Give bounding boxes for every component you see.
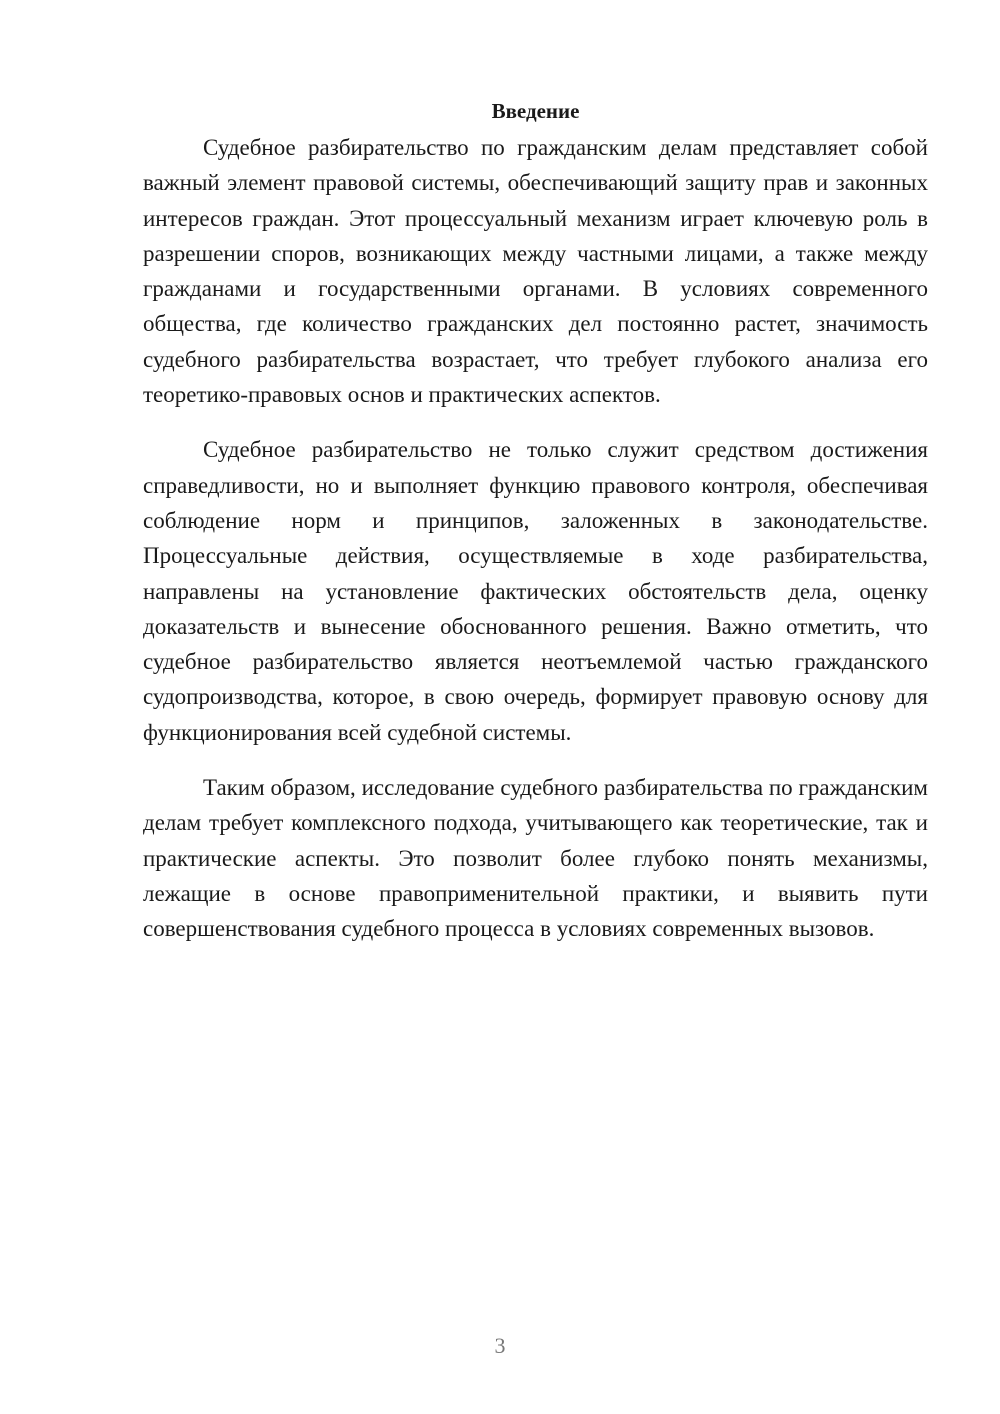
paragraph-2: Судебное разбирательство не только служит средством достижения справедливости, но и выполняет функцию правового контроля, обеспечивая соблюдение норм и принципов, заложенных в законодательстве. Процессуальные действия, осуществляемые в ходе разбирательства, направлены на установление фактических обстоятельств дела, оценку доказательств и вынесение обоснованного решения. Важно отметить, что судебное разбирательство является неотъемлемой частью гражданского судопроизводства, которое, в свою очередь, формирует правовую основу для функционирования всей судебной системы.	[143, 437, 928, 745]
page-number: 3	[494, 1333, 506, 1358]
paragraph-1: Судебное разбирательство по гражданским делам представляет собой важный элемент правовой системы, обеспечивающий защиту прав и законных интересов граждан. Этот процессуальный механизм играет ключевую роль в разрешении споров, возникающих между частными лицами, а также между гражданами и государственными органами. В условиях современного общества, где количество гражданских дел постоянно растет, значимость судебного разбирательства возрастает, что требует глубокого анализа его теоретико-правовых основ и практических аспектов.	[143, 135, 928, 408]
paragraph-gap	[143, 412, 928, 432]
paragraph-gap	[143, 750, 928, 770]
section-title: Введение	[491, 99, 580, 123]
document-page	[143, 96, 928, 947]
paragraph-3: Таким образом, исследование судебного разбирательства по гражданским делам требует комплексного подхода, учитывающего как теоретические, так и практические аспекты. Это позволит более глубоко понять механизмы, лежащие в основе правоприменительной практики, и выявить пути совершенствования судебного процесса в условиях современных вызовов.	[143, 775, 928, 942]
